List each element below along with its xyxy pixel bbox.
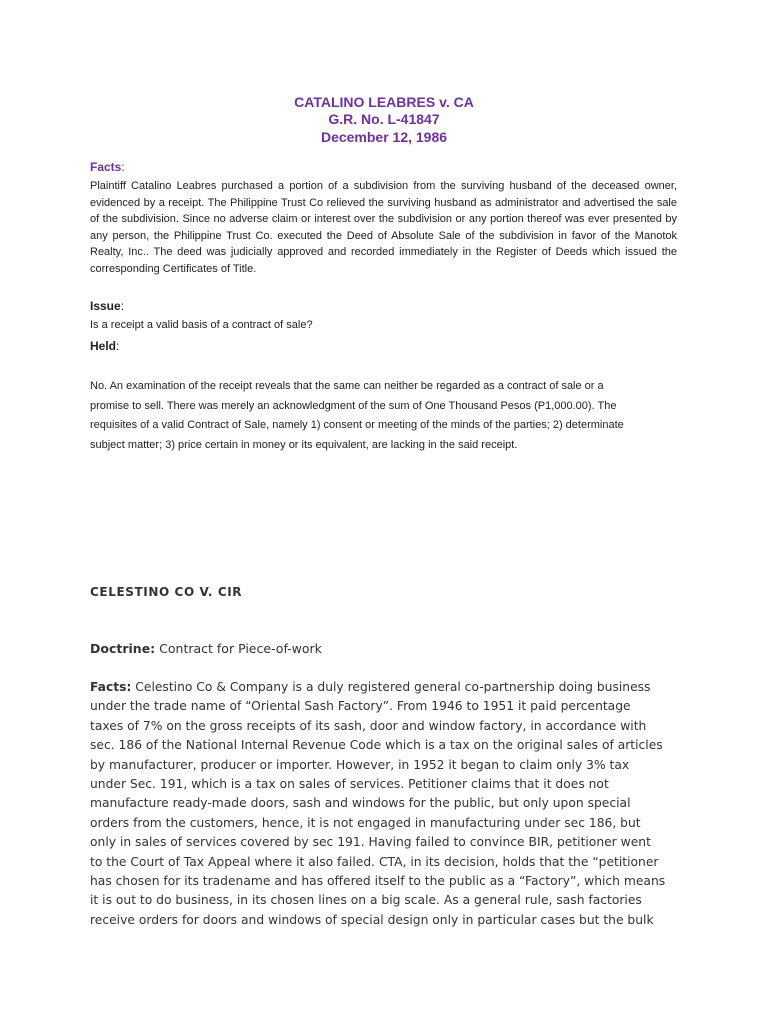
case1-title: CATALINO LEABRES v. CA [294, 94, 474, 110]
held-label: Held [90, 339, 117, 353]
facts-line: only in sales of services covered by sec 191. Having failed to convince BIR, petitioner went [90, 835, 651, 850]
case2-doctrine [90, 641, 682, 656]
case2-title: CELESTINO CO V. CIR [90, 585, 243, 599]
case1-date: December 12, 1986 [320, 129, 448, 145]
facts-line: taxes of 7% on the gross receipts of its sash, door and window factory, in accordance with [90, 718, 647, 733]
case1-held-text [90, 377, 690, 455]
case1-facts-text: Plaintiff Catalino Leabres purchased a portion of a subdivision from the surviving husband of the deceased owner, evidenced by a receipt. The Philippine Trust Co relieved the surviving husband as administrator and advertised the sale of the subdivision. Since no adverse claim or interest over the subdivision or any portion thereof was ever presented by any person, the Philippine Trust Co. executed the Deed of Absolute Sale of the subdivision in favor of the Manotok Realty, Inc.. The deed was judicially approved and recorded immediately in the Register of Deeds which issued the corresponding Certificates of Title. [90, 180, 677, 275]
held-line: requisites of a valid Contract of Sale, namely 1) consent or meeting of the minds of the parties; 2) determinate [90, 419, 624, 432]
held-line: subject matter; 3) price certain in money or its equivalent, are lacking in the said receipt. [90, 438, 518, 451]
facts-label: Facts [90, 160, 122, 174]
doctrine-label: Doctrine: [90, 641, 156, 656]
case2-facts [90, 678, 682, 930]
doctrine-text: Contract for Piece-of-work [155, 641, 322, 656]
case1-issue-text: Is a receipt a valid basis of a contract of sale? [90, 319, 313, 331]
facts-line: manufacture ready-made doors, sash and windows for the public, but only upon special [90, 796, 631, 811]
facts-line-text: Celestino Co & Company is a duly registered general co-partnership doing business [131, 680, 651, 694]
case1-gr-number: G.R. No. L-41847 [328, 111, 440, 127]
case1-facts-heading: Facts: [90, 160, 125, 174]
facts-line: to the Court of Tax Appeal where it also failed. CTA, in its decision, holds that the “petitioner [90, 854, 659, 869]
issue-label: Issue [90, 299, 121, 313]
facts-line: receive orders for doors and windows of special design only in particular cases but the bulk [90, 912, 654, 927]
facts-line: under Sec. 191, which is a tax on sales of services. Petitioner claims that it does not [90, 777, 609, 792]
case1-held-heading: Held: [90, 339, 120, 353]
facts-line: sec. 186 of the National Internal Revenue Code which is a tax on the original sales of articles [90, 738, 663, 753]
facts-line: under the trade name of “Oriental Sash Factory”. From 1946 to 1951 it paid percentage [90, 699, 631, 714]
facts-line [90, 678, 682, 697]
case2-facts-label: Facts: [90, 680, 132, 694]
facts-line: by manufacturer, producer or importer. However, in 1952 it began to claim only 3% tax [90, 757, 630, 772]
facts-line: has chosen for its tradename and has offered itself to the public as a “Factory”, which means [90, 874, 666, 889]
case1-issue-heading: Issue: [90, 299, 125, 313]
held-line: promise to sell. There was merely an acknowledgment of the sum of One Thousand Pesos (P1,000.00). The [90, 399, 617, 412]
facts-line: orders from the customers, hence, it is not engaged in manufacturing under sec 186, but [90, 815, 641, 830]
facts-line: it is out to do business, in its chosen lines on a big scale. As a general rule, sash factories [90, 893, 642, 908]
held-line: No. An examination of the receipt reveals that the same can neither be regarded as a contract of sale or a [90, 380, 604, 392]
